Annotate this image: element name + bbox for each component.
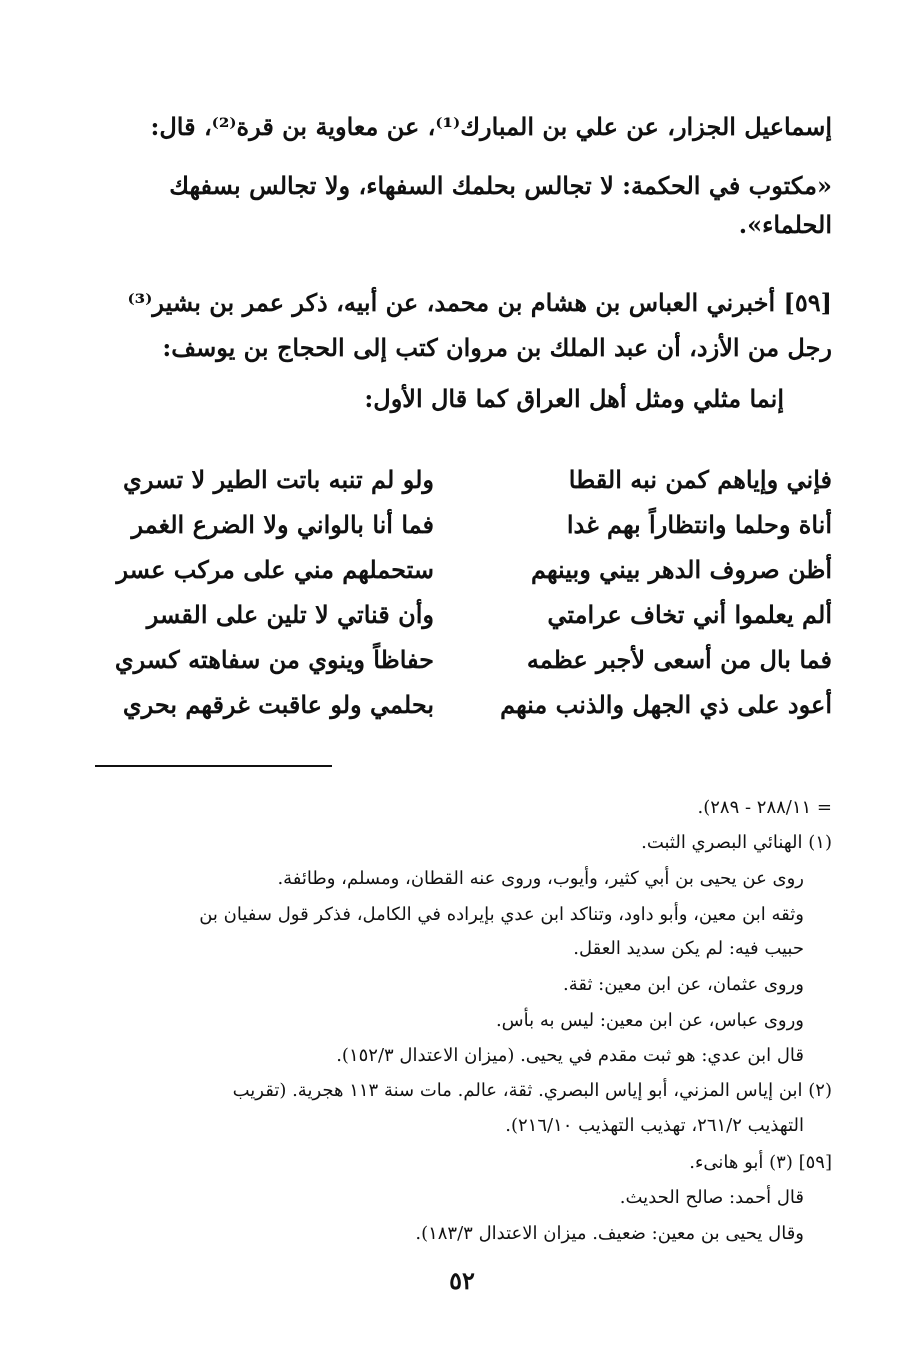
footnote-line: (١) الهنائي البصري الثبت. [641, 832, 832, 853]
main-text-line: إسماعيل الجزار، عن علي بن المبارك⁽¹⁾، عن معاوية بن قرة⁽²⁾، قال: [150, 112, 832, 141]
poem-hemistich-right: أظن صروف الدهر بيني وبينهم [531, 555, 832, 584]
footnote-line: التهذيب ٢٦١/٢، تهذيب التهذيب ٢١٦/١٠). [505, 1115, 804, 1136]
footnote-line: قال أحمد: صالح الحديث. [619, 1187, 804, 1208]
footnote-line: قال ابن عدي: هو ثبت مقدم في يحيى. (ميزان الاعتدال ١٥٢/٣). [336, 1045, 804, 1066]
poem-hemistich-left: ستحملهم مني على مركب عسر [116, 555, 434, 584]
footnote-line: [٥٩] (٣) أبو هانىء. [689, 1152, 832, 1173]
main-text-line: [٥٩] أخبرني العباس بن هشام بن محمد، عن أبيه، ذكر عمر بن بشير⁽³⁾ [127, 288, 832, 317]
poem-hemistich-left: وأن قناتي لا تلين على القسر [146, 600, 434, 629]
footnote-line: وثقه ابن معين، وأبو داود، وتناكد ابن عدي بإيراده في الكامل، فذكر قول سفيان بن [199, 904, 804, 925]
poem-hemistich-right: أعود على ذي الجهل والذنب منهم [500, 690, 832, 719]
poem-hemistich-left: بحلمي ولو عاقبت غرقهم بحري [122, 690, 434, 719]
footnote-line: وقال يحيى بن معين: ضعيف. ميزان الاعتدال ١٨٣/٣). [415, 1223, 804, 1244]
footnote-line: (٢) ابن إياس المزني، أبو إياس البصري. ثقة، عالم. مات سنة ١١٣ هجرية. (تقريب [232, 1080, 832, 1101]
footnote-line: روى عن يحيى بن أبي كثير، وأيوب، وروى عنه القطان، ومسلم، وطائفة. [277, 868, 804, 889]
main-text-line: رجل من الأزد، أن عبد الملك بن مروان كتب إلى الحجاج بن يوسف: [162, 333, 832, 362]
main-text-line: الحلماء». [738, 210, 832, 239]
footnote-line: = ٢٨٨/١١ - ٢٨٩). [697, 797, 832, 818]
main-text-line: «مكتوب في الحكمة: لا تجالس بحلمك السفهاء، ولا تجالس بسفهك [169, 171, 832, 200]
poem-hemistich-left: ولو لم تنبه باتت الطير لا تسري [123, 465, 434, 494]
poem-hemistich-right: ألم يعلموا أني تخاف عرامتي [547, 600, 832, 629]
page-number: ٥٢ [449, 1266, 475, 1295]
footnote-line: وروى عباس، عن ابن معين: ليس به بأس. [495, 1010, 804, 1031]
footnote-line: وروى عثمان، عن ابن معين: ثقة. [562, 974, 804, 995]
poem-hemistich-right: فما بال من أسعى لأجبر عظمه [526, 645, 832, 674]
poem-hemistich-left: حفاظاً وينوي من سفاهته كسري [114, 645, 434, 674]
poem-hemistich-left: فما أنا بالواني ولا الضرع الغمر [131, 510, 434, 539]
main-text-line: إنما مثلي ومثل أهل العراق كما قال الأول: [364, 384, 784, 413]
footnote-line: حبيب فيه: لم يكن سديد العقل. [573, 938, 804, 959]
poem-hemistich-right: أناة وحلما وانتظاراً بهم غدا [566, 510, 832, 539]
footnote-separator [95, 765, 332, 767]
poem-hemistich-right: فإني وإياهم كمن نبه القطا [568, 465, 832, 494]
